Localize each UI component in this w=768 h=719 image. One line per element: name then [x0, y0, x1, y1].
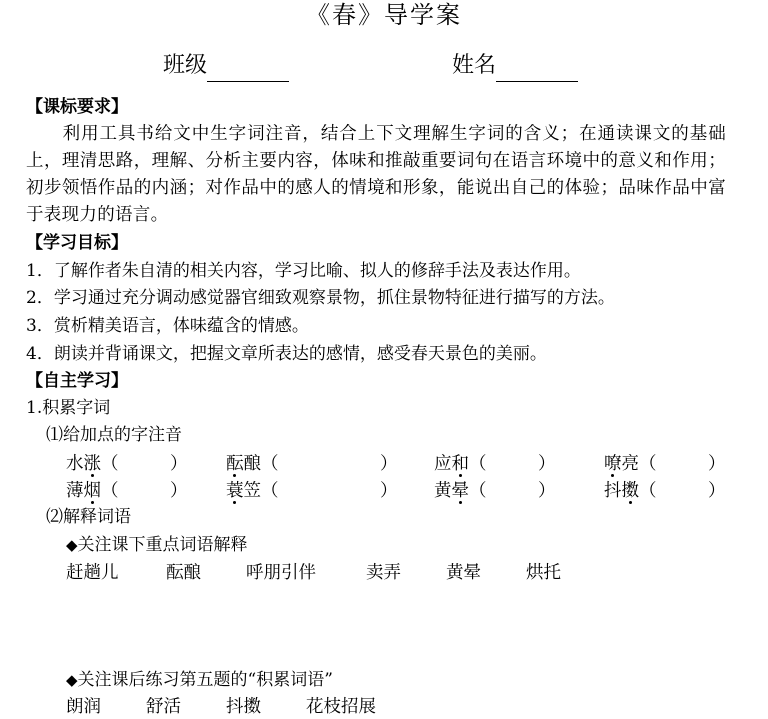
phonetic-close-paren: ）	[170, 454, 188, 474]
vocab-word: 酝酿	[166, 563, 201, 583]
name-blank[interactable]	[496, 55, 578, 82]
vocab-word: 朗润	[66, 697, 101, 717]
curriculum-paragraph	[26, 121, 726, 229]
self-study-heading: 【自主学习】	[26, 371, 128, 391]
sub2-title: ⑵解释词语	[46, 507, 131, 527]
phonetic-close-paren: ）	[708, 481, 726, 501]
vocab-word: 卖弄	[366, 563, 401, 583]
phonetic-close-paren: ）	[170, 481, 188, 501]
phonetic-close-paren: ）	[708, 454, 726, 474]
phonetic-item: 应和（	[434, 454, 487, 474]
focus2-text: 关注课后练习第五题的“积累词语”	[77, 670, 333, 690]
phonetic-close-paren: ）	[538, 481, 556, 501]
vocab-word: 呼朋引伴	[246, 563, 316, 583]
phonetic-item: 酝酿（	[226, 454, 279, 474]
curriculum-text: 利用工具书给文中生字词注音，结合上下文理解生字词的含义；在通读课文的基础上，理清思路，理解、分析主要内容，体味和推敲重要词句在语言环境中的意义和作用；初步领悟作品的内涵；对作品中的感人的情境和形象，能说出自己的体验；品味作品中富于表现力的语言。	[26, 124, 726, 225]
name-label: 姓名	[452, 53, 497, 78]
phonetic-close-paren: ）	[538, 454, 556, 474]
class-label: 班级	[163, 53, 208, 78]
page-title: 《春》导学案	[306, 1, 462, 29]
diamond-bullet-icon: ◆	[66, 671, 78, 689]
vocab-word: 烘托	[526, 563, 561, 583]
phonetic-item: 蓑笠（	[226, 481, 279, 501]
objective-item: 3．赏析精美语言，体味蕴含的情感。	[26, 316, 309, 336]
class-blank[interactable]	[207, 55, 289, 82]
focus1-text: 关注课下重点词语解释	[77, 535, 248, 555]
phonetic-item: 抖擞（	[604, 481, 657, 501]
vocab-word: 花枝招展	[306, 697, 376, 717]
phonetic-item: 水涨（	[66, 454, 119, 474]
vocab-word: 抖擞	[226, 697, 261, 717]
vocab-word: 黄晕	[446, 563, 481, 583]
objectives-heading: 【学习目标】	[26, 233, 128, 253]
objective-item: 4．朗读并背诵课文，把握文章所表达的感情，感受春天景色的美丽。	[26, 344, 547, 364]
curriculum-heading: 【课标要求】	[26, 97, 128, 117]
phonetic-item: 黄晕（	[434, 481, 487, 501]
class-field	[163, 50, 289, 82]
vocab-word: 舒活	[146, 697, 181, 717]
phonetic-close-paren: ）	[380, 454, 398, 474]
phonetic-item: 薄烟（	[66, 481, 119, 501]
part1-title: 1.积累字词	[26, 398, 111, 418]
sub1-title: ⑴给加点的字注音	[46, 425, 182, 445]
vocab-word: 赶趟儿	[66, 563, 119, 583]
diamond-bullet-icon: ◆	[66, 536, 78, 554]
focus2-line	[66, 668, 333, 692]
name-field	[452, 50, 578, 82]
focus1-line	[66, 533, 248, 557]
phonetic-close-paren: ）	[380, 481, 398, 501]
objective-item: 1．了解作者朱自清的相关内容，学习比喻、拟人的修辞手法及表达作用。	[26, 261, 581, 281]
objective-item: 2．学习通过充分调动感觉器官细致观察景物，抓住景物特征进行描写的方法。	[26, 288, 615, 308]
phonetic-item: 嘹亮（	[604, 454, 657, 474]
